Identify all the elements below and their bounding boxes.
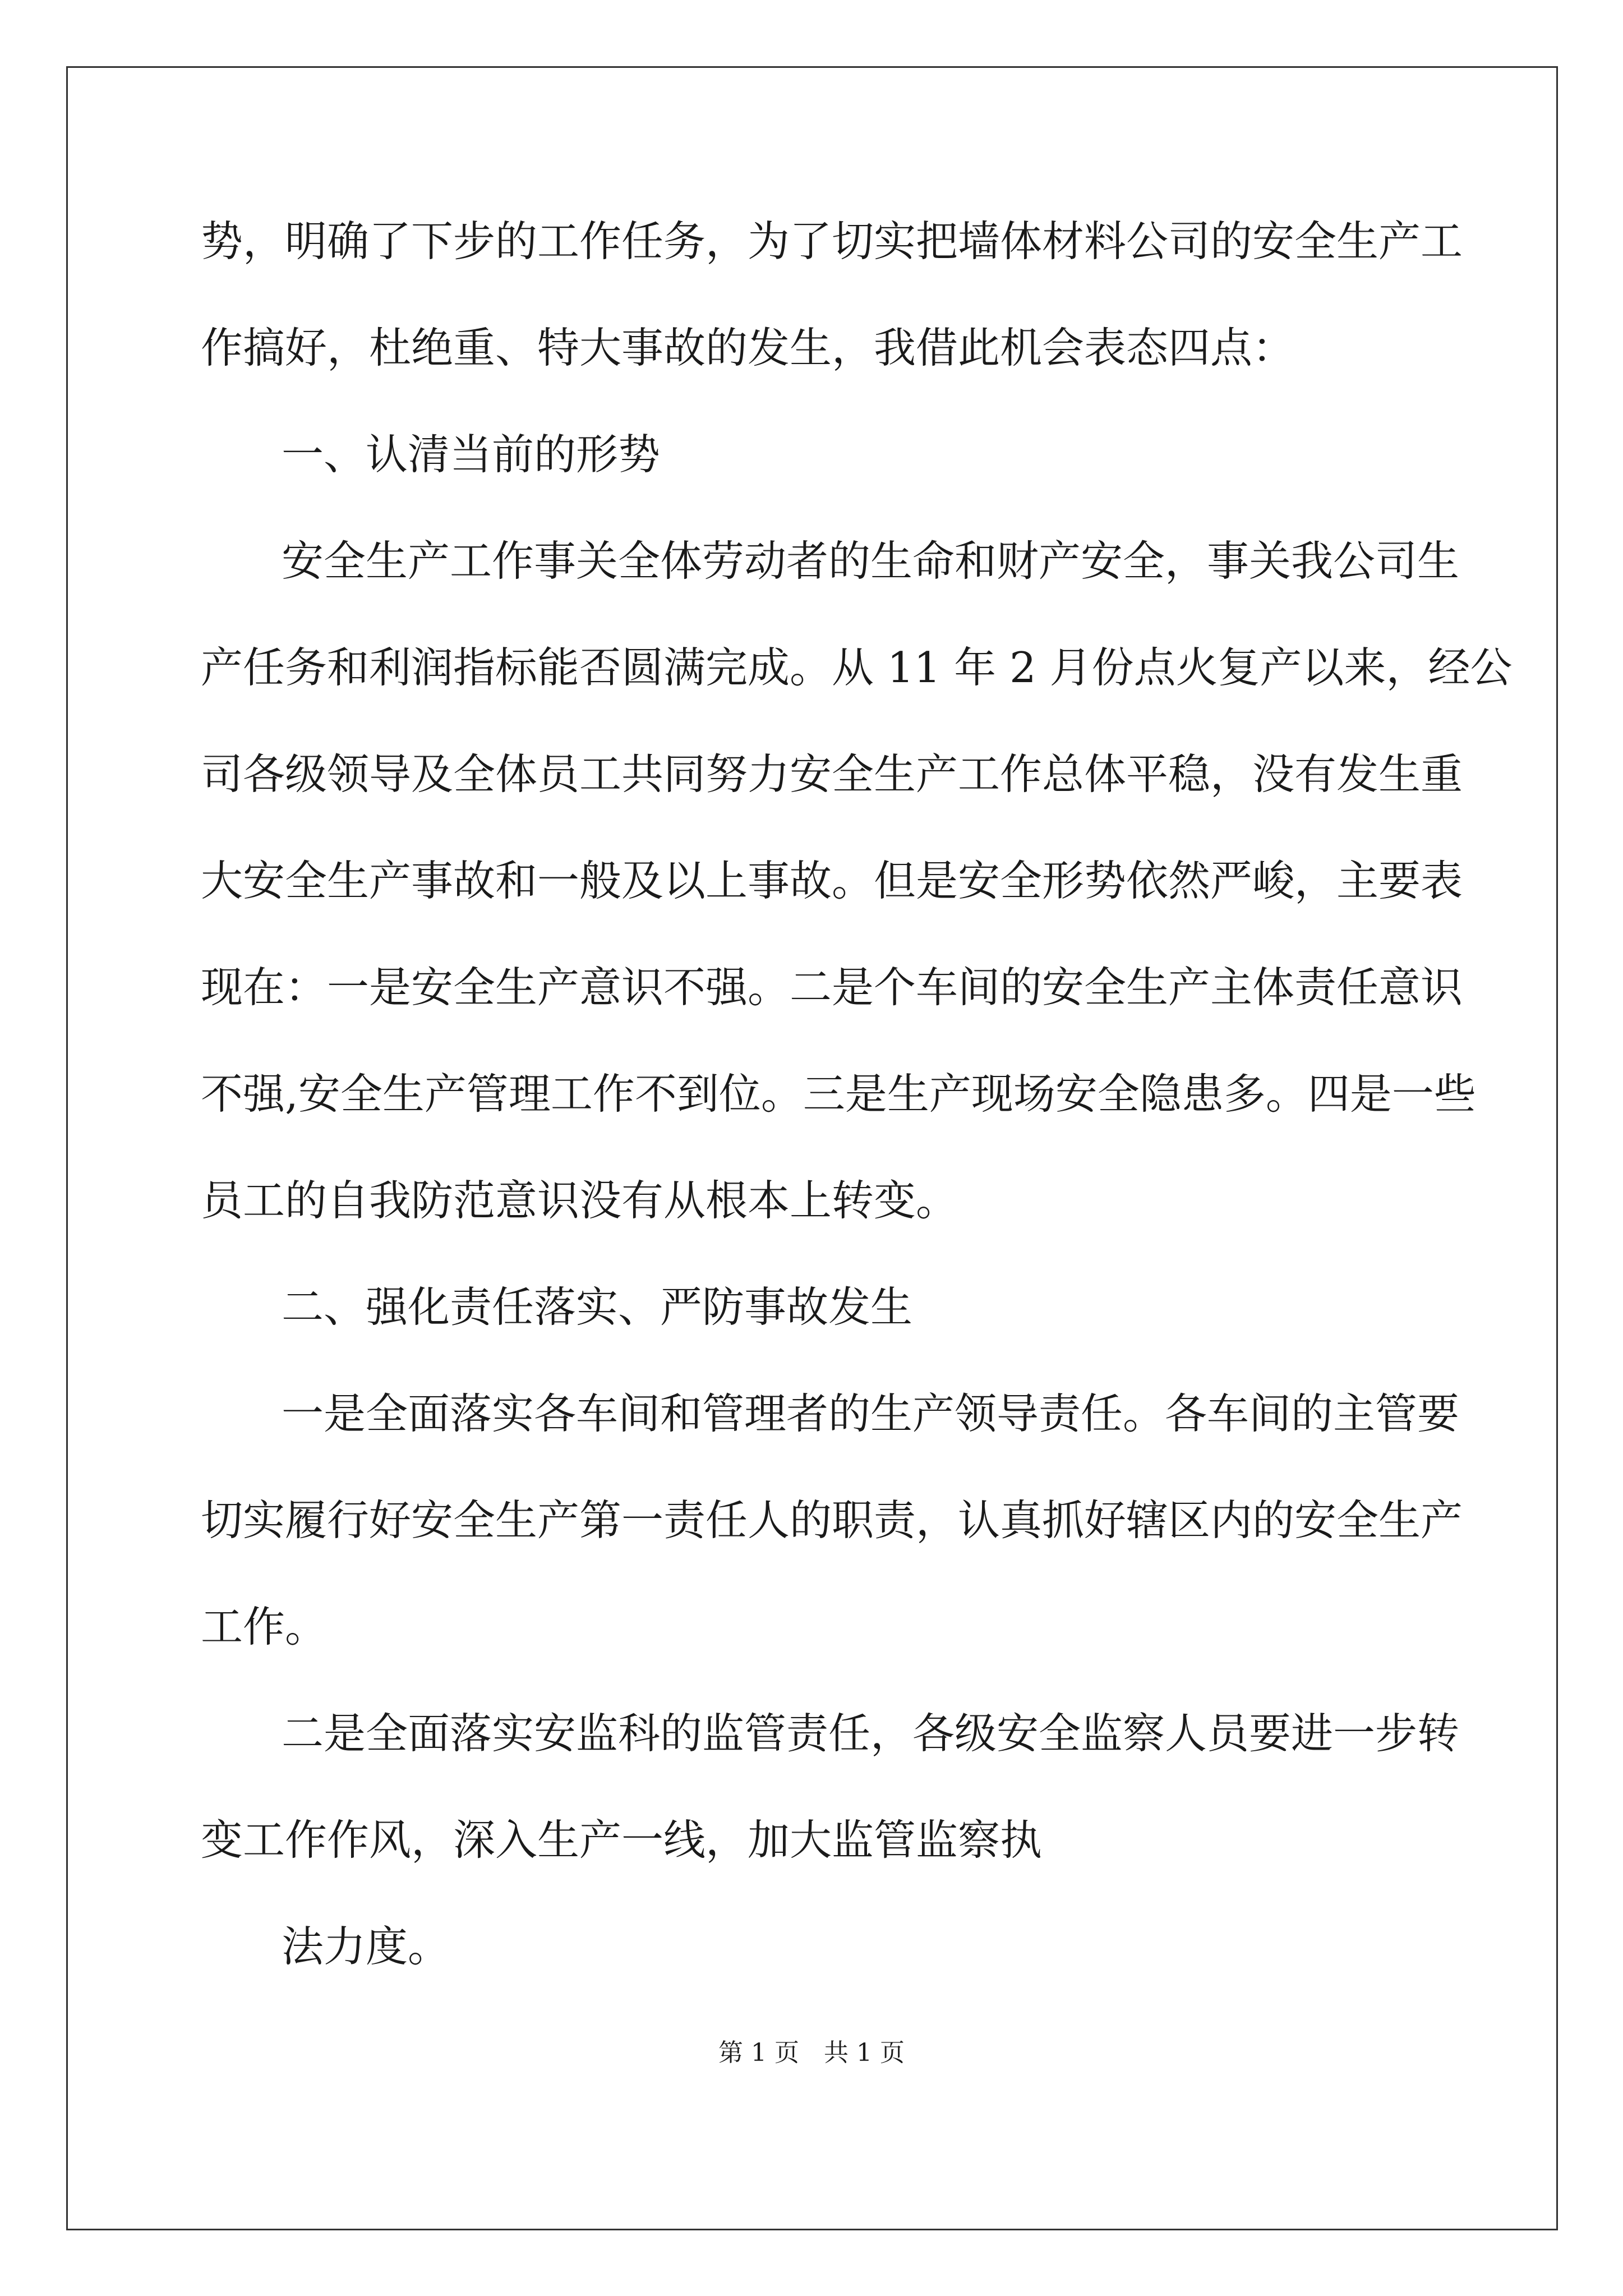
body-line: 安全生产工作事关全体劳动者的生命和财产安全，事关我公司生 (282, 536, 1460, 586)
body-line: 作搞好，杜绝重、特大事故的发生，我借此机会表态四点： (201, 323, 1295, 372)
body-line: 现在：一是安全生产意识不强。二是个车间的安全生产主体责任意识 (201, 963, 1463, 1012)
page-border (66, 66, 1558, 2230)
body-line: 工作。 (201, 1602, 328, 1651)
body-line: 一是全面落实各车间和管理者的生产领导责任。各车间的主管要 (282, 1389, 1460, 1438)
body-line: 切实履行好安全生产第一责任人的职责，认真抓好辖区内的安全生产 (201, 1496, 1463, 1545)
body-line: 大安全生产事故和一般及以上事故。但是安全形势依然严峻，主要表 (201, 856, 1463, 905)
section-heading: 一、认清当前的形势 (282, 430, 661, 479)
section-heading: 二、强化责任落实、严防事故发生 (282, 1282, 913, 1332)
body-line: 员工的自我防范意识没有从根本上转变。 (201, 1176, 958, 1225)
body-line: 势，明确了下步的工作任务，为了切实把墙体材料公司的安全生产工 (201, 217, 1463, 266)
body-line: 产任务和利润指标能否圆满完成。从 11 年 2 月份点火复产以来，经公 (201, 643, 1513, 692)
body-line: 法力度。 (282, 1922, 450, 1971)
body-line: 变工作作风，深入生产一线，加大监管监察执 (201, 1815, 1043, 1865)
body-line: 不强,安全生产管理工作不到位。三是生产现场安全隐患多。四是一些 (201, 1069, 1476, 1119)
body-line: 司各级领导及全体员工共同努力安全生产工作总体平稳，没有发生重 (201, 749, 1463, 799)
body-line: 二是全面落实安监科的监管责任，各级安全监察人员要进一步转 (282, 1709, 1460, 1758)
page-footer: 第 1 页 共 1 页 (718, 2039, 905, 2067)
